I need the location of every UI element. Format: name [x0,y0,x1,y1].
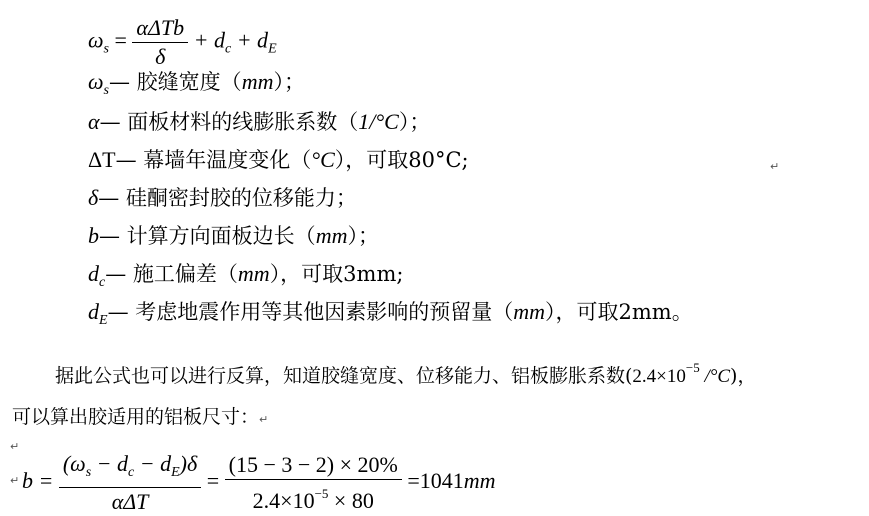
definition-tail: ），可取3mm; [269,262,404,286]
return-mark-blank: ↵ [10,440,20,453]
formula1-lhs-sub: s [103,41,109,57]
definition-symbol: d [88,299,99,324]
definition-item [88,260,403,297]
formula1-term-dc-sub: c [224,41,232,57]
definition-item [88,184,357,213]
formula2-lhs: b = [22,468,54,494]
definition-text: — 施工偏差（ [105,262,238,286]
formula-2 [22,450,496,516]
definition-item [88,298,693,335]
f2-d2end: × 80 [328,488,374,513]
formula1-eq: = [114,27,127,53]
formula2-denominator-2 [225,480,402,515]
f2-n1c: c [128,465,135,480]
definition-tail: ），可取2mm。 [545,300,693,324]
definition-item [88,108,430,137]
return-mark-formula2: ↵ [10,474,20,487]
definition-text: — 考虑地震作用等其他因素影响的预留量（ [107,300,514,324]
paragraph-text-1-end: )， [730,365,757,387]
definition-symbol: d [88,261,99,286]
definition-unit: mm [315,223,348,248]
formula2-numerator-1 [59,450,201,488]
definition-item [88,146,469,175]
formula2-numerator-2: (15 − 3 − 2) × 20% [225,451,402,480]
definition-symbol-sub: E [99,313,108,328]
f2-n1s: s [85,465,92,480]
paragraph-line-2 [12,402,268,429]
formula2-fraction-2 [225,451,402,515]
formula1-term-de-sub: E [268,41,277,57]
f2-n1d: − d [134,451,172,476]
definition-symbol: α [88,109,100,134]
f2-d2exp: −5 [314,486,329,501]
definition-item [88,222,379,251]
formula2-eq: = [206,468,220,494]
formula-1 [88,14,277,71]
paragraph-text-1: 据此公式也可以进行反算，知道胶缝宽度、位移能力、铝板膨胀系数( [55,365,633,387]
definition-symbol-sub: s [103,83,109,98]
f2-n1b: − d [91,451,129,476]
definition-tail: ），可取80°C; [334,148,469,172]
coef-unit: /°C [699,366,731,387]
f2-n1a: (ω [62,451,86,476]
f2-n1E: E [171,465,180,480]
return-mark-defs: ↵ [770,160,780,173]
definition-item [88,68,305,105]
definition-tail: ）； [273,70,305,94]
definition-text: — 幕墙年温度变化（ [115,148,312,172]
definition-unit: 1/°C [358,109,399,134]
formula1-term-dc: + d [193,27,225,53]
coefficient [632,360,731,387]
return-mark: ↵ [259,413,269,426]
formula2-result-unit: mm [463,468,496,494]
definition-unit: mm [241,69,274,94]
f2-d2a: 2.4×10 [252,488,315,513]
formula1-fraction [132,14,188,71]
formula2-denominator-1: αΔT [111,489,149,514]
formula1-denominator: δ [155,44,166,69]
f2-n1e: )δ [179,451,198,476]
definition-symbol-sub: c [99,275,106,290]
definition-text: — 面板材料的线膨胀系数（ [99,110,359,134]
paragraph-text-2: 可以算出胶适用的铝板尺寸： [12,406,260,428]
definition-unit: mm [237,261,270,286]
definition-tail: ）； [347,224,379,248]
formula1-lhs: ω [88,27,104,53]
definition-tail: ）； [398,110,431,134]
formula2-result: =1041 [407,468,464,494]
definition-unit: °C [311,147,335,172]
definition-symbol: ω [88,69,104,94]
coef-base: 2.4×10 [632,366,686,387]
definition-text: — 计算方向面板边长（ [99,224,316,248]
formula1-numerator: αΔTb [132,14,188,43]
formula1-term-de: + d [236,27,269,53]
definition-unit: mm [513,299,546,324]
formula2-fraction-1 [59,450,201,516]
paragraph-line-1 [55,360,756,388]
definition-text: — 硅酮密封胶的位移能力； [98,186,357,210]
coef-exponent: −5 [685,360,700,375]
definition-symbol: b [88,223,99,248]
definition-text: — 胶缝宽度（ [109,70,242,94]
definition-symbol: ΔT [88,147,116,172]
definition-symbol: δ [88,185,99,210]
